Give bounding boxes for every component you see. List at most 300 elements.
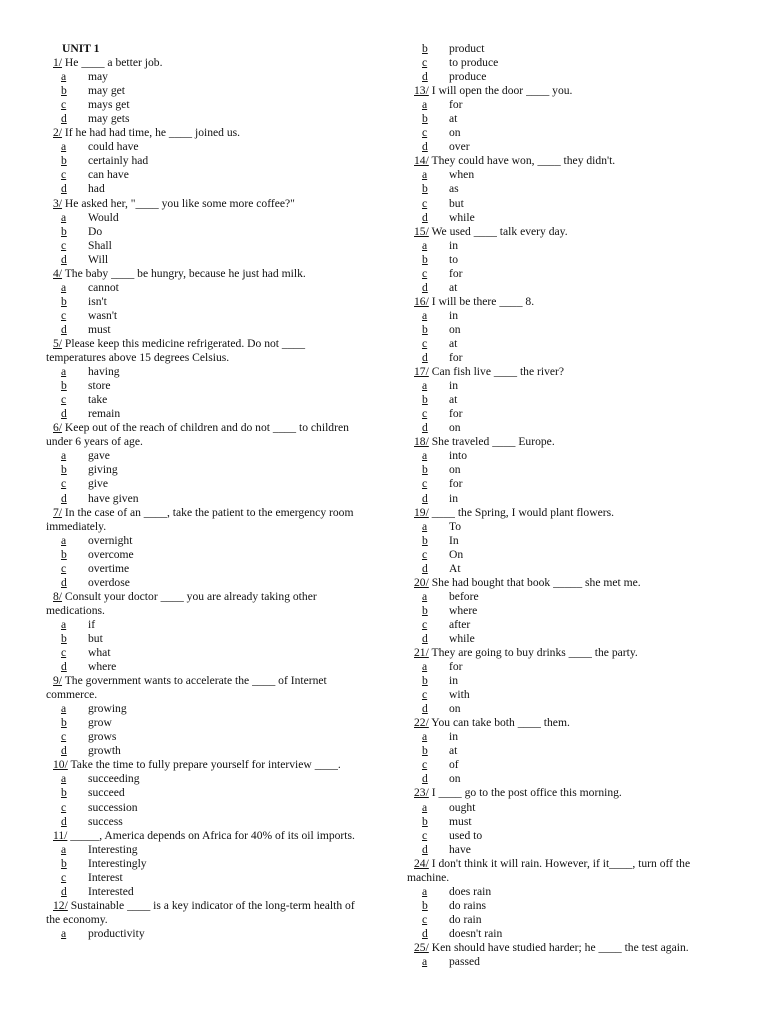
answer-option: [407, 843, 729, 857]
option-text: may: [88, 70, 108, 84]
option-letter: d: [422, 491, 428, 505]
option-text: on: [449, 463, 461, 477]
answer-option: [46, 843, 366, 857]
answer-option: [46, 281, 366, 295]
option-text: for: [449, 660, 463, 674]
option-letter: d: [422, 421, 428, 435]
option-text: giving: [88, 463, 118, 477]
question-number: 6/: [53, 421, 63, 435]
question-5: [46, 337, 366, 365]
answer-option: [407, 56, 729, 70]
option-text: while: [449, 631, 475, 645]
option-letter: c: [422, 196, 428, 210]
question-3: [46, 197, 366, 211]
question-number: 7/: [53, 505, 63, 519]
option-letter: d: [61, 575, 67, 589]
option-letter: b: [61, 379, 67, 393]
option-letter: a: [61, 842, 67, 856]
option-letter: d: [61, 322, 67, 336]
option-letter: a: [61, 210, 67, 224]
option-text: In: [449, 533, 459, 547]
option-text: ought: [449, 800, 476, 814]
answer-option: [46, 168, 366, 182]
answer-option: [46, 84, 366, 98]
option-text: of: [449, 758, 459, 772]
question-6: [46, 421, 366, 449]
question-number: 21/: [414, 646, 429, 660]
option-text: on: [449, 322, 461, 336]
option-letter: b: [422, 533, 428, 547]
answer-option: [407, 562, 729, 576]
option-letter: c: [61, 870, 67, 884]
option-text: must: [449, 814, 472, 828]
option-text: growing: [88, 702, 127, 716]
question-text: If he had had time, he ____ joined us.: [62, 126, 241, 140]
option-text: in: [449, 491, 459, 505]
option-letter: c: [422, 912, 428, 926]
option-letter: a: [422, 308, 428, 322]
option-letter: d: [422, 210, 428, 224]
option-letter: a: [422, 98, 428, 112]
answer-option: [46, 801, 366, 815]
option-letter: a: [422, 238, 428, 252]
option-text: where: [88, 660, 117, 674]
question-text: We used ____ talk every day.: [428, 224, 568, 238]
answer-option: [407, 281, 729, 295]
option-letter: a: [61, 280, 67, 294]
option-letter: a: [422, 168, 428, 182]
option-text: while: [449, 210, 475, 224]
option-text: overdose: [88, 575, 130, 589]
answer-option: [407, 492, 729, 506]
answer-option: [46, 239, 366, 253]
answer-option: [407, 520, 729, 534]
option-text: store: [88, 379, 111, 393]
option-letter: d: [61, 252, 67, 266]
option-letter: c: [61, 561, 67, 575]
question-7: [46, 506, 366, 534]
question-19: [407, 506, 729, 520]
answer-option: [407, 632, 729, 646]
option-letter: b: [422, 112, 428, 126]
option-letter: c: [61, 800, 67, 814]
question-text: _____, America depends on Africa for 40% of its oil imports.: [67, 828, 355, 842]
option-letter: d: [422, 702, 428, 716]
question-number: 11/: [53, 828, 68, 842]
option-text: for: [449, 477, 463, 491]
option-letter: b: [61, 856, 67, 870]
option-letter: c: [422, 688, 428, 702]
option-letter: c: [422, 477, 428, 491]
option-text: in: [449, 379, 459, 393]
question-number: 9/: [53, 674, 63, 688]
option-letter: b: [422, 463, 428, 477]
option-text: cannot: [88, 280, 119, 294]
option-letter: b: [422, 393, 428, 407]
answer-option: [46, 646, 366, 660]
option-letter: b: [61, 463, 67, 477]
answer-option: [407, 140, 729, 154]
answer-option: [46, 576, 366, 590]
option-text: at: [449, 336, 458, 350]
answer-option: [46, 492, 366, 506]
option-text: at: [449, 112, 458, 126]
option-letter: c: [61, 393, 67, 407]
answer-option: [407, 913, 729, 927]
answer-option: [46, 534, 366, 548]
option-text: have: [449, 842, 471, 856]
question-text: I will be there ____ 8.: [428, 294, 535, 308]
question-11: [46, 829, 366, 843]
question-10: [46, 758, 366, 772]
option-letter: a: [422, 730, 428, 744]
option-text: passed: [449, 955, 480, 969]
answer-option: [407, 267, 729, 281]
question-number: 25/: [414, 941, 429, 954]
option-letter: b: [61, 224, 67, 238]
option-letter: a: [61, 926, 67, 940]
option-letter: b: [61, 547, 67, 561]
question-18: [407, 435, 729, 449]
option-text: what: [88, 646, 111, 660]
question-text: You can take both ____ them.: [428, 716, 570, 730]
answer-option: [407, 702, 729, 716]
answer-option: [407, 70, 729, 84]
question-text: The baby ____ be hungry, because he just had milk.: [62, 266, 306, 280]
answer-option: [46, 407, 366, 421]
answer-option: [407, 98, 729, 112]
answer-option: [46, 562, 366, 576]
option-text: growth: [88, 744, 121, 758]
option-text: but: [88, 631, 103, 645]
option-letter: a: [422, 660, 428, 674]
option-text: Do: [88, 224, 103, 238]
option-letter: b: [61, 154, 67, 168]
option-text: to produce: [449, 56, 499, 70]
option-text: if: [88, 617, 96, 631]
option-text: on: [449, 702, 461, 716]
question-16: [407, 295, 729, 309]
option-text: to: [449, 252, 459, 266]
answer-option: [46, 112, 366, 126]
option-text: had: [88, 182, 105, 196]
option-text: productivity: [88, 926, 145, 940]
question-12: [46, 899, 366, 927]
option-letter: d: [61, 182, 67, 196]
question-text: Sustainable ____ is a key indicator of the long-term health of the economy.: [46, 898, 355, 926]
option-letter: d: [422, 280, 428, 294]
option-text: may gets: [88, 112, 130, 126]
question-text: They could have won, ____ they didn't.: [428, 154, 616, 168]
question-13: [407, 84, 729, 98]
option-letter: b: [61, 716, 67, 730]
answer-option: [46, 632, 366, 646]
answer-option: [407, 407, 729, 421]
question-number: 19/: [414, 505, 429, 519]
option-text: product: [449, 42, 485, 55]
answer-option: [46, 154, 366, 168]
question-number: 23/: [414, 786, 429, 800]
question-text: Take the time to fully prepare yourself for interview ____.: [67, 758, 341, 772]
option-letter: b: [422, 322, 428, 336]
option-text: after: [449, 617, 471, 631]
answer-option: [407, 730, 729, 744]
answer-option: [407, 477, 729, 491]
option-letter: d: [61, 660, 67, 674]
question-text: Keep out of the reach of children and do not ____ to children under 6 years of age.: [46, 421, 349, 449]
answer-option: [46, 225, 366, 239]
answer-option: [46, 786, 366, 800]
answer-option: [407, 885, 729, 899]
option-letter: c: [422, 758, 428, 772]
option-text: on: [449, 126, 461, 140]
answer-option: [407, 801, 729, 815]
question-number: 20/: [414, 575, 429, 589]
answer-option: [46, 744, 366, 758]
option-text: Will: [88, 252, 109, 266]
question-text: He asked her, "____ you like some more coffee?": [62, 196, 295, 210]
option-letter: a: [422, 519, 428, 533]
answer-option: [407, 197, 729, 211]
option-letter: b: [422, 674, 428, 688]
answer-option: [407, 758, 729, 772]
answer-option: [46, 660, 366, 674]
answer-option: [46, 772, 366, 786]
answer-option: [407, 829, 729, 843]
answer-option: [46, 295, 366, 309]
option-text: overcome: [88, 547, 134, 561]
answer-option: [407, 688, 729, 702]
answer-option: [46, 463, 366, 477]
answer-option: [407, 337, 729, 351]
option-text: mays get: [88, 98, 130, 112]
option-letter: c: [422, 56, 428, 70]
answer-option: [46, 379, 366, 393]
option-letter: a: [61, 617, 67, 631]
option-letter: b: [422, 898, 428, 912]
option-text: does rain: [449, 884, 492, 898]
question-25: [407, 941, 729, 955]
left-column: [46, 42, 366, 941]
option-letter: c: [422, 828, 428, 842]
question-number: 12/: [53, 898, 68, 912]
option-text: certainly had: [88, 154, 149, 168]
option-letter: a: [422, 589, 428, 603]
answer-option: [407, 379, 729, 393]
option-letter: a: [61, 365, 67, 379]
option-letter: c: [61, 308, 67, 322]
answer-option: [46, 70, 366, 84]
question-number: 17/: [414, 365, 429, 379]
option-letter: d: [422, 842, 428, 856]
option-text: at: [449, 744, 458, 758]
option-text: in: [449, 730, 459, 744]
option-text: remain: [88, 407, 121, 421]
question-2: [46, 126, 366, 140]
option-text: where: [449, 603, 478, 617]
answer-option: [46, 449, 366, 463]
question-text: Ken should have studied harder; he ____ the test again.: [428, 941, 689, 954]
option-text: isn't: [88, 294, 107, 308]
answer-option: [407, 772, 729, 786]
option-letter: a: [61, 70, 67, 84]
answer-option: [46, 702, 366, 716]
option-letter: a: [422, 955, 428, 969]
answer-option: [407, 604, 729, 618]
answer-option: [46, 927, 366, 941]
option-letter: b: [61, 294, 67, 308]
unit-title: UNIT 1: [62, 42, 100, 55]
answer-option: [407, 660, 729, 674]
option-letter: c: [61, 238, 67, 252]
option-letter: a: [61, 772, 67, 786]
option-text: at: [449, 280, 458, 294]
option-text: At: [449, 561, 461, 575]
option-letter: b: [422, 744, 428, 758]
answer-option: [46, 871, 366, 885]
question-number: 4/: [53, 266, 63, 280]
answer-option: [46, 140, 366, 154]
answer-option: [46, 253, 366, 267]
option-letter: a: [422, 379, 428, 393]
option-letter: c: [422, 266, 428, 280]
option-letter: c: [422, 547, 428, 561]
option-letter: d: [422, 70, 428, 84]
answer-option: [407, 393, 729, 407]
answer-option: [407, 927, 729, 941]
option-letter: d: [422, 631, 428, 645]
question-text: The government wants to accelerate the ____ of Internet commerce.: [46, 674, 327, 702]
option-letter: a: [61, 140, 67, 154]
answer-option: [46, 477, 366, 491]
question-8: [46, 590, 366, 618]
question-number: 15/: [414, 224, 429, 238]
answer-option: [407, 182, 729, 196]
answer-option: [407, 674, 729, 688]
option-letter: b: [422, 252, 428, 266]
option-text: take: [88, 393, 108, 407]
question-text: She traveled ____ Europe.: [428, 435, 555, 449]
question-number: 16/: [414, 294, 429, 308]
option-text: Shall: [88, 238, 112, 252]
question-text: I will open the door ____ you.: [428, 84, 573, 98]
answer-option: [407, 309, 729, 323]
option-text: Interestingly: [88, 856, 147, 870]
question-number: 1/: [53, 56, 63, 70]
option-text: have given: [88, 491, 139, 505]
question-17: [407, 365, 729, 379]
question-text: ____ the Spring, I would plant flowers.: [428, 505, 614, 519]
option-text: doesn't rain: [449, 926, 503, 940]
option-text: but: [449, 196, 464, 210]
answer-option: [407, 351, 729, 365]
option-letter: d: [61, 407, 67, 421]
option-text: for: [449, 351, 463, 365]
option-letter: b: [422, 603, 428, 617]
answer-option: [46, 857, 366, 871]
question-number: 10/: [53, 758, 68, 772]
question-number: 8/: [53, 589, 63, 603]
option-text: having: [88, 365, 120, 379]
option-text: for: [449, 266, 463, 280]
answer-option: [407, 955, 729, 969]
option-text: as: [449, 182, 459, 196]
option-text: do rains: [449, 898, 487, 912]
option-letter: b: [422, 182, 428, 196]
answer-option: [407, 239, 729, 253]
answer-option: [407, 253, 729, 267]
option-letter: b: [61, 631, 67, 645]
option-letter: c: [422, 126, 428, 140]
option-text: at: [449, 393, 458, 407]
option-letter: d: [61, 112, 67, 126]
question-number: 2/: [53, 126, 63, 140]
option-text: Interest: [88, 870, 123, 884]
option-text: wasn't: [88, 308, 118, 322]
answer-option: [46, 548, 366, 562]
answer-option: [407, 815, 729, 829]
option-text: give: [88, 477, 108, 491]
option-text: in: [449, 674, 459, 688]
question-number: 3/: [53, 196, 63, 210]
option-text: On: [449, 547, 464, 561]
answer-option: [407, 168, 729, 182]
answer-option: [407, 211, 729, 225]
option-letter: d: [422, 351, 428, 365]
option-letter: a: [422, 449, 428, 463]
question-9: [46, 674, 366, 702]
option-text: before: [449, 589, 479, 603]
answer-option: [407, 548, 729, 562]
answer-option: [46, 182, 366, 196]
option-letter: c: [61, 98, 67, 112]
option-letter: a: [61, 702, 67, 716]
option-letter: c: [422, 617, 428, 631]
option-letter: c: [61, 168, 67, 182]
option-text: when: [449, 168, 475, 182]
option-letter: d: [422, 140, 428, 154]
question-text: She had bought that book _____ she met me.: [428, 575, 641, 589]
question-text: Consult your doctor ____ you are already taking other medications.: [46, 589, 317, 617]
option-text: in: [449, 238, 459, 252]
question-number: 18/: [414, 435, 429, 449]
answer-option: [46, 365, 366, 379]
option-text: must: [88, 322, 111, 336]
answer-option: [407, 534, 729, 548]
question-23: [407, 786, 729, 800]
option-text: in: [449, 308, 459, 322]
answer-option: [46, 323, 366, 337]
option-text: do rain: [449, 912, 482, 926]
question-text: Can fish live ____ the river?: [428, 365, 565, 379]
answer-option: [46, 309, 366, 323]
option-text: grows: [88, 730, 117, 744]
option-letter: a: [61, 533, 67, 547]
option-text: used to: [449, 828, 483, 842]
answer-option: [46, 393, 366, 407]
question-20: [407, 576, 729, 590]
question-text: I ____ go to the post office this morning.: [428, 786, 622, 800]
answer-option: [46, 815, 366, 829]
option-letter: a: [61, 449, 67, 463]
option-text: on: [449, 772, 461, 786]
option-text: on: [449, 421, 461, 435]
answer-option: [46, 885, 366, 899]
option-text: can have: [88, 168, 129, 182]
option-letter: b: [422, 42, 428, 55]
option-letter: c: [422, 407, 428, 421]
option-text: could have: [88, 140, 139, 154]
